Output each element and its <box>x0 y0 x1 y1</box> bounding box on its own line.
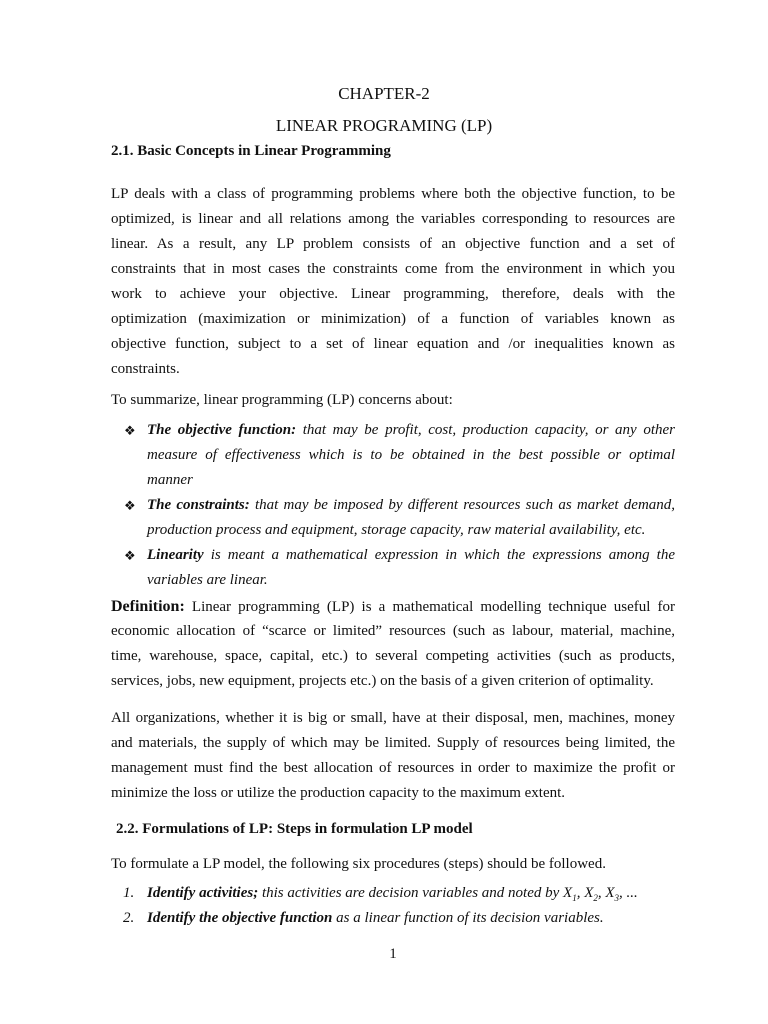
step-number: 1. <box>123 885 135 901</box>
bullet-term: The constraints: <box>147 497 250 513</box>
step-number: 2. <box>123 910 135 926</box>
bullet-term: Linearity <box>147 547 204 563</box>
text-line: linear. As a result, any LP problem consists of an objective function and a set of <box>111 236 675 252</box>
section-heading-2-1: 2.1. Basic Concepts in Linear Programming <box>111 143 391 159</box>
step-term: Identify the objective function <box>147 910 333 926</box>
bullet-item <box>124 493 676 543</box>
text-line: objective function, subject to a set of linear equation and /or inequalities known as <box>111 336 675 352</box>
step-item: 1. Identify activities; this activities are decision variables and noted by $X_1$, $X_2$, $X_3$, ... <box>147 881 675 906</box>
page-number: 1 <box>389 946 397 962</box>
step-text: this activities are decision variables and noted by X <box>261 885 573 901</box>
text-line: minimize the loss or utilize the production capacity to the maximum extent. <box>111 785 566 801</box>
chapter-label: CHAPTER-2 <box>338 84 430 103</box>
subscript: 2 <box>593 893 598 903</box>
diamond-bullet-icon: ❖ <box>124 548 136 563</box>
diamond-bullet-icon: ❖ <box>124 498 136 513</box>
bullet-text: production process and equipment, storage capacity, raw material availability, etc. <box>147 522 646 538</box>
bullet-text: variables are linear. <box>147 572 268 588</box>
subscript: 1 <box>572 893 577 903</box>
page-title: LINEAR PROGRAMING (LP) <box>275 116 493 135</box>
intro-paragraph <box>111 182 675 382</box>
diamond-bullet-icon: ❖ <box>124 423 136 438</box>
text-line: LP deals with a class of programming problems where both the objective function, to be <box>111 186 675 202</box>
text-line: constraints. <box>111 361 180 377</box>
bullet-item <box>124 543 675 593</box>
bullet-text: that may be profit, cost, production capacity, or any other <box>302 422 676 438</box>
bullet-text: manner <box>147 472 193 488</box>
text-line: constraints that in most cases the constraints come from the environment in which you <box>111 261 675 277</box>
text-line: optimization (maximization or minimization) of a function of variables known as <box>111 311 675 327</box>
text-line: services, jobs, new equipment, projects etc.) on the basis of a given criterion of optimality. <box>111 673 654 689</box>
step-item <box>123 906 675 931</box>
steps-intro: To formulate a LP model, the following six procedures (steps) should be followed. <box>111 856 606 872</box>
step-text: as a linear function of its decision variables. <box>336 910 604 926</box>
text-line: Linear programming (LP) is a mathematical modelling technique useful for <box>191 599 675 615</box>
bullet-text: that may be imposed by different resources such as market demand, <box>254 497 676 513</box>
bullet-term: The objective function: <box>147 422 297 438</box>
bullet-text: is meant a mathematical expression in which the expressions among the <box>210 547 675 563</box>
text-line: optimized, is linear and all relations among the variables corresponding to resources are <box>111 211 675 227</box>
section-heading-2-2: 2.2. Formulations of LP: Steps in formulation LP model <box>116 821 473 837</box>
subscript: 3 <box>614 893 620 903</box>
organizations-paragraph <box>111 706 675 806</box>
text-line: All organizations, whether it is big or small, have at their disposal, men, machines, money <box>111 710 675 726</box>
step-term: Identify activities; <box>147 885 259 901</box>
definition-term: Definition: <box>111 598 185 615</box>
text-line: and materials, the supply of which may be limited. Supply of resources being limited, the <box>111 735 675 751</box>
text-line: time, warehouse, space, capital, etc.) to several competing activities (such as products, <box>111 648 675 664</box>
definition-paragraph <box>111 594 675 694</box>
summary-text: To summarize, linear programming (LP) concerns about: <box>111 392 453 408</box>
bullet-item <box>124 418 676 493</box>
bullet-text: measure of effectiveness which is to be obtained in the best possible or optimal <box>147 447 675 463</box>
text-line: work to achieve your objective. Linear programming, therefore, deals with the <box>111 286 675 302</box>
text-line: economic allocation of “scarce or limited” resources (such as labour, material, machine, <box>111 623 675 639</box>
text-line: management must find the best allocation of resources in order to maximize the profit or <box>111 760 675 776</box>
